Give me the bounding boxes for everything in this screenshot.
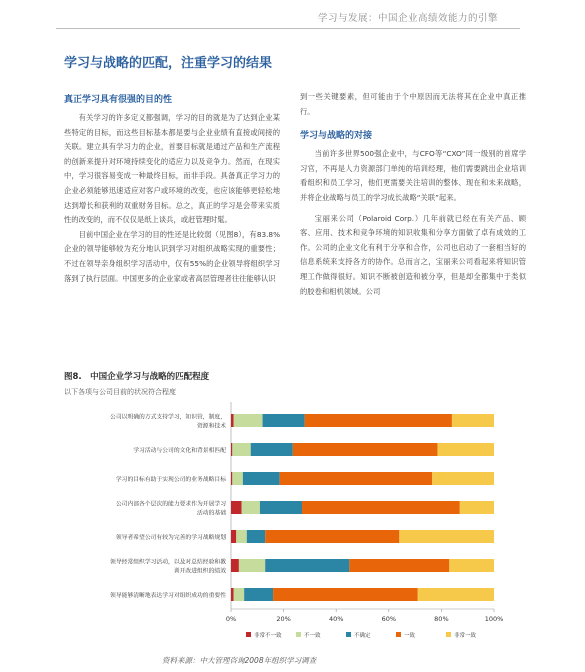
left-paragraph-1: 有关学习的许多定义都强调，学习的目的就是为了达到企业某些特定的目标，而这些目标基本都是要与企业业绩有直接或间接的关联。建立具有学习力的企业，首要目标就是通过产品和生产流程的创新来提升对环境持续变化的适应力以及竞争力。然而，在现实中，学习很容易变成一种最终目标，而非手段。具备真正学习力的企业必须能够迅速适应对客户或环境的改变，也应该能够更轻松地达到增长和获利的双重财务目标。总之，真正的学习是会带来实质性的改变的，而不仅仅是纸上谈兵，或赶管理时髦。: [64, 113, 280, 225]
bar-segment: [265, 530, 399, 543]
bar-segment: [232, 472, 243, 485]
right-paragraph-2: 宝丽来公司（Polaroid Corp.）几年前就已经在有关产品、顾客、应用、技术和竞争环境的知识收集和分享方面做了卓有成效的工作。公司的企业文化有利于分享和合作，公司也启动了一套相当好的信息系统来支持各方的协作。总而言之，宝丽来公司看起来将知识管理工作做得很好。知识不断被创造和被分享，但是却全都集中于类似的胶卷和相机领域。公司: [300, 213, 526, 296]
x-tick-label: 40%: [328, 615, 344, 623]
right-paragraph-continued: 到一些关键要素，但可能由于个中原因而无法将其在企业中真正推行。: [300, 92, 526, 116]
bar-segment: [231, 472, 232, 485]
x-tick-label: 100%: [484, 615, 504, 623]
bar-segment: [239, 559, 265, 572]
category-label: 领导者希望公司有较为完善的学习战略规划: [115, 535, 226, 541]
figure-header: [64, 370, 524, 397]
bar-segment: [265, 559, 349, 572]
figure-title: 图8. 中国企业学习与战略的匹配程度: [64, 372, 210, 382]
bar-segment: [247, 530, 265, 543]
bar-segment: [231, 559, 239, 572]
legend-label: 一致: [404, 633, 416, 639]
bar-segment: [302, 501, 460, 514]
bar-segment: [432, 472, 494, 485]
legend-label: 不一致: [304, 633, 321, 639]
bar-segment: [242, 501, 260, 514]
bar-segment: [305, 414, 452, 427]
bar-segment: [234, 414, 263, 427]
bar-segment: [231, 588, 234, 601]
bar-segment: [263, 414, 305, 427]
legend-label: 非常不一致: [254, 633, 282, 639]
bar-segment: [251, 443, 293, 456]
figure-source: 资料来源：中大管理咨询2008年组织学习调查: [162, 656, 317, 665]
bar-segment: [452, 414, 494, 427]
x-tick-label: 60%: [381, 615, 397, 623]
category-label: 活动的基础: [197, 510, 226, 517]
stacked-bar-chart: [56, 398, 526, 648]
legend-swatch: [446, 632, 451, 637]
section-heading-alignment: 学习与战略的对接: [300, 131, 373, 142]
category-label: 学习的目标有助于实现公司的业务战略目标: [115, 477, 226, 483]
category-label: 资源和技术: [197, 423, 226, 430]
bar-segment: [234, 588, 245, 601]
bar-segment: [231, 530, 236, 543]
bar-segment: [273, 588, 418, 601]
bar-segment: [244, 588, 273, 601]
right-column: [300, 90, 526, 299]
bar-segment: [460, 501, 494, 514]
bar-segment: [243, 472, 280, 485]
bar-segment: [280, 472, 433, 485]
left-column: [64, 93, 280, 286]
bar-segment: [437, 443, 494, 456]
legend-swatch: [296, 632, 301, 637]
legend-swatch: [346, 632, 351, 637]
bar-segment: [232, 443, 250, 456]
x-tick-label: 0%: [225, 615, 237, 623]
category-label: 训开改进组织的绩效: [173, 568, 226, 575]
category-label: 公司内部各个层次的能力要求作为开展学习: [115, 501, 226, 508]
x-tick-label: 20%: [276, 615, 291, 623]
category-label: 学习活动与公司的文化和背景相匹配: [133, 448, 226, 454]
figure-subtitle: 以下各项与公司目前的状况符合程度: [64, 388, 176, 396]
bar-segment: [293, 443, 438, 456]
right-paragraph-1: 当前许多世界500强企业中，与CFO等“CXO”同一级别的首席学习官，不再是人力资源部门单纯的培训经理，他们需要跳出企业培训看组织和员工学习，他们更需要关注培训的整体、现在和未来战略，并将企业战略与员工的学习成长战略“关联”起来。: [300, 149, 526, 202]
section-heading-purpose: 真正学习具有很强的目的性: [64, 95, 173, 105]
legend-label: 非常一致: [454, 633, 477, 639]
page-title: 学习与战略的匹配，注重学习的结果: [64, 56, 273, 71]
bar-segment: [260, 501, 302, 514]
legend-swatch: [396, 632, 401, 637]
bar-segment: [231, 501, 242, 514]
category-label: 领导能够清晰地表达学习对组织成功的重要性: [110, 593, 226, 599]
bar-segment: [399, 530, 494, 543]
category-label: 领导经常组织学习活动，以及对总结经验和教: [110, 559, 226, 566]
running-header: 学习与发展：中国企业高绩效能力的引擎: [317, 13, 498, 24]
header-rule: [56, 28, 520, 29]
bar-segment: [449, 559, 494, 572]
x-tick-label: 80%: [434, 615, 449, 623]
left-paragraph-2: 目前中国企业在学习的目的性还是比较弱（见图8），有83.8%企业的领导能够较为充分地认识到学习对组织战略实现的重要性；不过在领导亲身组织学习活动中，仅有55%的企业领导将组织学习落到了执行层面。中国更多的企业家或者高层管理者往往能够认识: [64, 229, 280, 283]
legend-label: 不确定: [354, 633, 371, 639]
bar-segment: [236, 530, 247, 543]
category-label: 公司以明确的方式支持学习，知识管，制度，: [110, 414, 226, 421]
bar-segment: [349, 559, 449, 572]
legend-swatch: [246, 632, 251, 637]
bar-segment: [231, 443, 232, 456]
bar-segment: [418, 588, 494, 601]
bar-segment: [231, 414, 234, 427]
